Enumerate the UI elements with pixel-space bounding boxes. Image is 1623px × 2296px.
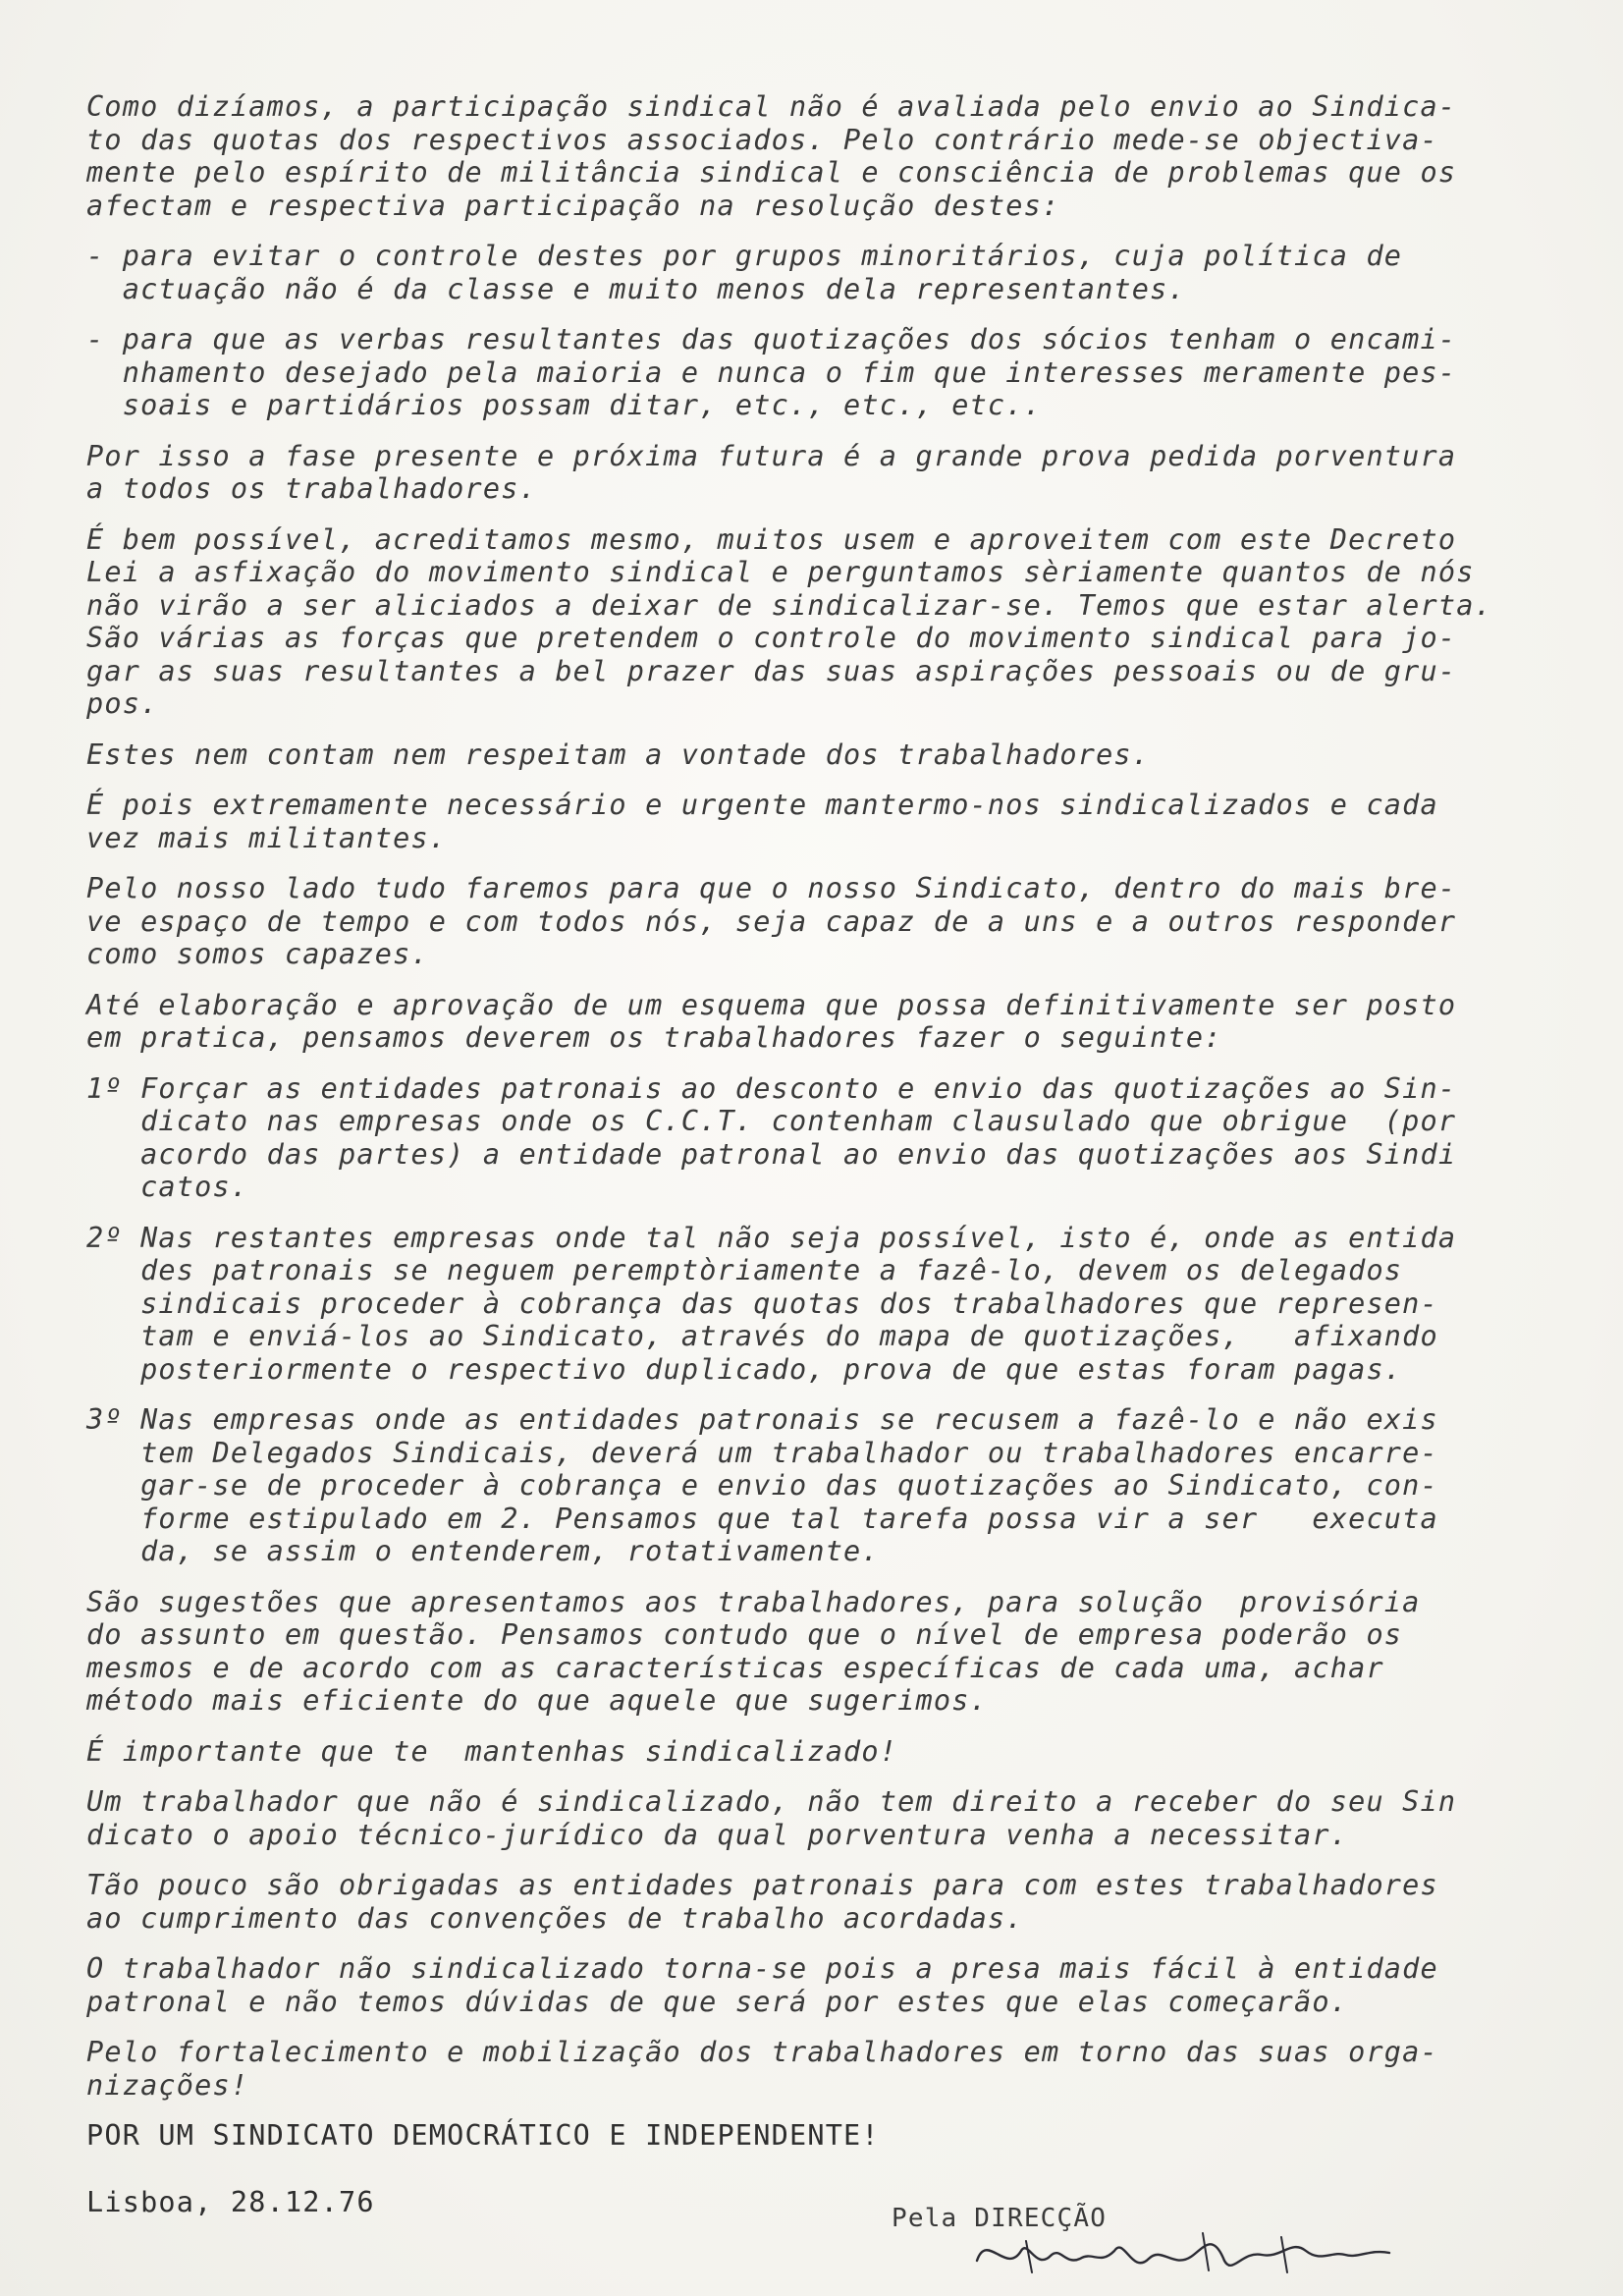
paragraph-esquema: Até elaboração e aprovação de um esquema que possa definitivamente ser posto em pratica, pensamos deverem os trabalhadores fazer o seguinte: <box>86 988 1457 1054</box>
paragraph-vontade: Estes nem contam nem respeitam a vontade dos trabalhadores. <box>86 738 1151 771</box>
paragraph-decreto: É bem possível, acreditamos mesmo, muitos usem e aproveitem com este Decreto Lei a asfixação do movimento sindical e perguntamos sèriamente quantos de nós não virão a ser aliciados a deixar de sindicalizar-se. Temos que estar alerta. São várias as forças que pretendem o controle do movimento sindical para jo- gar as suas resultantes a bel prazer das suas aspirações pessoais ou de gru- pos. <box>86 522 1492 720</box>
paragraph-sugestoes: São sugestões que apresentamos aos trabalhadores, para solução provisória do assunto em questão. Pensamos contudo que o nível de empresa poderão os mesmos e de acordo com as características específicas de cada uma, achar método mais eficiente do que aquele que sugerimos. <box>86 1585 1421 1717</box>
paragraph-direito: Um trabalhador que não é sindicalizado, não tem direito a receber do seu Sin dicato o apoio técnico-jurídico da qual porventura venha a necessitar. <box>86 1785 1457 1851</box>
paragraph-importante: É importante que te mantenhas sindicalizado! <box>86 1734 898 1768</box>
paragraph-obrigadas: Tão pouco são obrigadas as entidades patronais para com estes trabalhadores ao cumprimento das convenções de trabalho acordadas. <box>86 1869 1438 1935</box>
paragraph-presa: O trabalhador não sindicalizado torna-se pois a presa mais fácil à entidade patronal e não temos dúvidas de que será por estes que elas começarão. <box>86 1952 1438 2018</box>
paragraph-urgente: É pois extremamente necessário e urgente mantermo-nos sindicalizados e cada vez mais militantes. <box>86 789 1438 854</box>
paragraph-fortalecimento: Pelo fortalecimento e mobilização dos trabalhadores em torno das suas orga- nizações! <box>86 2036 1438 2102</box>
handwritten-signature <box>967 2221 1399 2286</box>
document-body <box>86 90 1579 2153</box>
slogan: POR UM SINDICATO DEMOCRÁTICO E INDEPENDENTE! <box>86 2119 880 2152</box>
list-item-1: - para evitar o controle destes por grupos minoritários, cuja política de actuação não é da classe e muito menos dela representantes. <box>86 240 1403 305</box>
numbered-item-1: 1º Forçar as entidades patronais ao desconto e envio das quotizações ao Sin- dicato nas empresas onde os C.C.T. contenham clausulado que obrigue (por acordo das partes) a entidade patronal ao envio das quotizações aos Sindi catos. <box>86 1071 1457 1203</box>
paragraph-nosso-lado: Pelo nosso lado tudo faremos para que o nosso Sindicato, dentro do mais bre- ve espaço de tempo e com todos nós, seja capaz de a uns e a outros responder como somos capazes. <box>86 872 1457 970</box>
signed-by: Pela DIRECÇÃO <box>892 2204 1108 2233</box>
numbered-item-2: 2º Nas restantes empresas onde tal não seja possível, isto é, onde as entida des patronais se neguem peremptòriamente a fazê-lo, devem os delegados sindicais proceder à cobrança das quotas dos trabalhadores que represen- tam e enviá-los ao Sindicato, através do mapa de quotizações, afixando posteriormente o respectivo duplicado, prova de que estas foram pagas. <box>86 1221 1457 1386</box>
list-item-2: - para que as verbas resultantes das quotizações dos sócios tenham o encami- nhamento desejado pela maioria e nunca o fim que interesses meramente pes- soais e partidários possam ditar, etc., etc., etc.. <box>86 323 1457 421</box>
paragraph-prova: Por isso a fase presente e próxima futura é a grande prova pedida porventura a todos os trabalhadores. <box>86 439 1457 505</box>
place-date: Lisboa, 28.12.76 <box>86 2186 375 2218</box>
numbered-item-3: 3º Nas empresas onde as entidades patronais se recusem a fazê-lo e não exis tem Delegados Sindicais, deverá um trabalhador ou trabalhadores encarre- gar-se de proceder à cobrança e envio das quotizações ao Sindicato, con- forme estipulado em 2. Pensamos que tal tarefa possa vir a ser executa da, se assim o entenderem, rotativamente. <box>86 1403 1438 1567</box>
paragraph-intro: Como dizíamos, a participação sindical não é avaliada pelo envio ao Sindica- to das quotas dos respectivos associados. Pelo contrário mede-se objectiva- mente pelo espírito de militância sindical e consciência de problemas que os afectam e respectiva participação na resolução destes: <box>86 90 1457 222</box>
